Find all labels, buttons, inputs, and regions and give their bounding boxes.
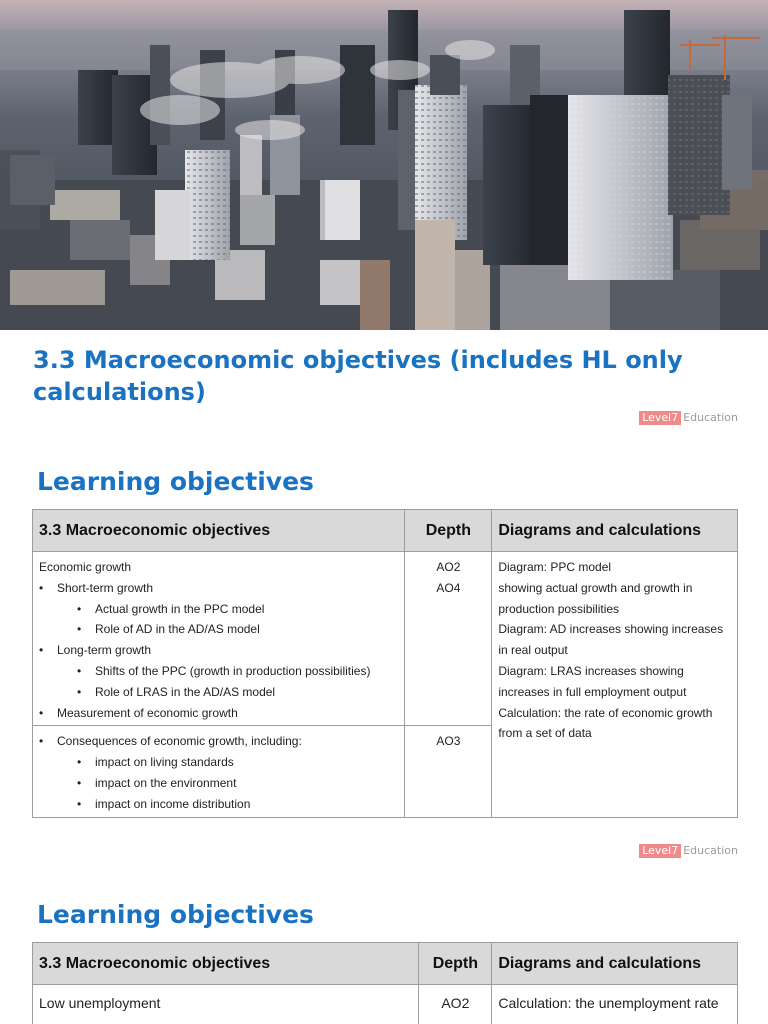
diagram-line: in real output	[498, 643, 568, 658]
sub-list	[39, 599, 398, 641]
sub-list-item: • impact on the environment	[39, 773, 398, 794]
depth-cell	[405, 552, 492, 726]
diagram-line: showing actual growth and growth in	[498, 580, 693, 595]
sub-list	[39, 661, 398, 703]
diagrams-cell: Calculation: the unemployment rate	[492, 985, 738, 1024]
table-header-objectives: 3.3 Macroeconomic objectives	[33, 510, 405, 552]
objectives-table	[32, 509, 738, 818]
brand-logo-tag: Level7	[639, 844, 681, 858]
depth-cell: AO2	[419, 985, 492, 1024]
depth-value: AO2	[436, 560, 461, 574]
sub-list-item: • impact on living standards	[39, 752, 398, 773]
sub-list	[39, 752, 398, 814]
page-title: 3.3 Macroeconomic objectives (includes HL only calculations)	[33, 346, 683, 406]
brand-logo-word: Education	[683, 844, 738, 857]
diagram-line: from a set of data	[498, 726, 592, 741]
diagram-line: increases in full employment output	[498, 684, 687, 699]
sub-list-item: • Shifts of the PPC (growth in production possibilities)	[39, 661, 398, 682]
list-item: • Measurement of economic growth	[39, 703, 398, 724]
objectives-cell: Low unemployment	[33, 985, 419, 1024]
table-header-objectives: 3.3 Macroeconomic objectives	[33, 943, 419, 985]
diagram-line: Diagram: LRAS increases showing	[498, 663, 684, 678]
brand-logo	[639, 411, 738, 425]
depth-value: AO4	[436, 580, 461, 595]
depth-value: AO3	[436, 734, 461, 749]
section-heading: Learning objectives	[37, 467, 314, 496]
sub-list-item: • impact on income distribution	[39, 794, 398, 815]
list-item: • Consequences of economic growth, including: • impact on living standards • impact on the environment • impact on income distribution	[39, 731, 398, 814]
objective-list	[39, 731, 398, 814]
sub-list-item: • Role of LRAS in the AD/AS model	[39, 682, 398, 703]
sub-list-item: • Role of AD in the AD/AS model	[39, 619, 398, 640]
table-header-diagrams: Diagrams and calculations	[492, 943, 738, 985]
diagram-line: production possibilities	[498, 601, 620, 616]
brand-logo-tag: Level7	[639, 411, 681, 425]
table-header-depth: Depth	[405, 510, 492, 552]
table-header-row	[33, 510, 738, 552]
diagrams-cell	[492, 552, 738, 818]
hero-image	[0, 0, 768, 330]
objectives-cell	[33, 726, 405, 817]
table-header-depth: Depth	[419, 943, 492, 985]
objective-list	[39, 578, 398, 724]
depth-cell	[405, 726, 492, 817]
objectives-table	[32, 942, 738, 1024]
brand-logo-word: Education	[683, 411, 738, 424]
diagram-line: Calculation: the rate of economic growth	[498, 705, 713, 720]
brand-logo	[639, 844, 738, 858]
city-skyline-illustration	[0, 0, 768, 330]
table-row	[33, 552, 738, 726]
diagram-line: Diagram: AD increases showing increases	[498, 622, 724, 637]
table-header-diagrams: Diagrams and calculations	[492, 510, 738, 552]
list-item: • Long-term growth • Shifts of the PPC (growth in production possibilities) • Role of LRAS in the AD/AS model	[39, 640, 398, 702]
table-header-row	[33, 943, 738, 985]
diagram-line: Diagram: PPC model	[498, 560, 612, 574]
section-heading: Learning objectives	[37, 900, 314, 929]
objective-intro: Economic growth	[39, 560, 132, 574]
list-item: • Short-term growth • Actual growth in the PPC model • Role of AD in the AD/AS model	[39, 578, 398, 640]
sub-list-item: • Actual growth in the PPC model	[39, 599, 398, 620]
objectives-cell	[33, 552, 405, 726]
table-row	[33, 985, 738, 1024]
